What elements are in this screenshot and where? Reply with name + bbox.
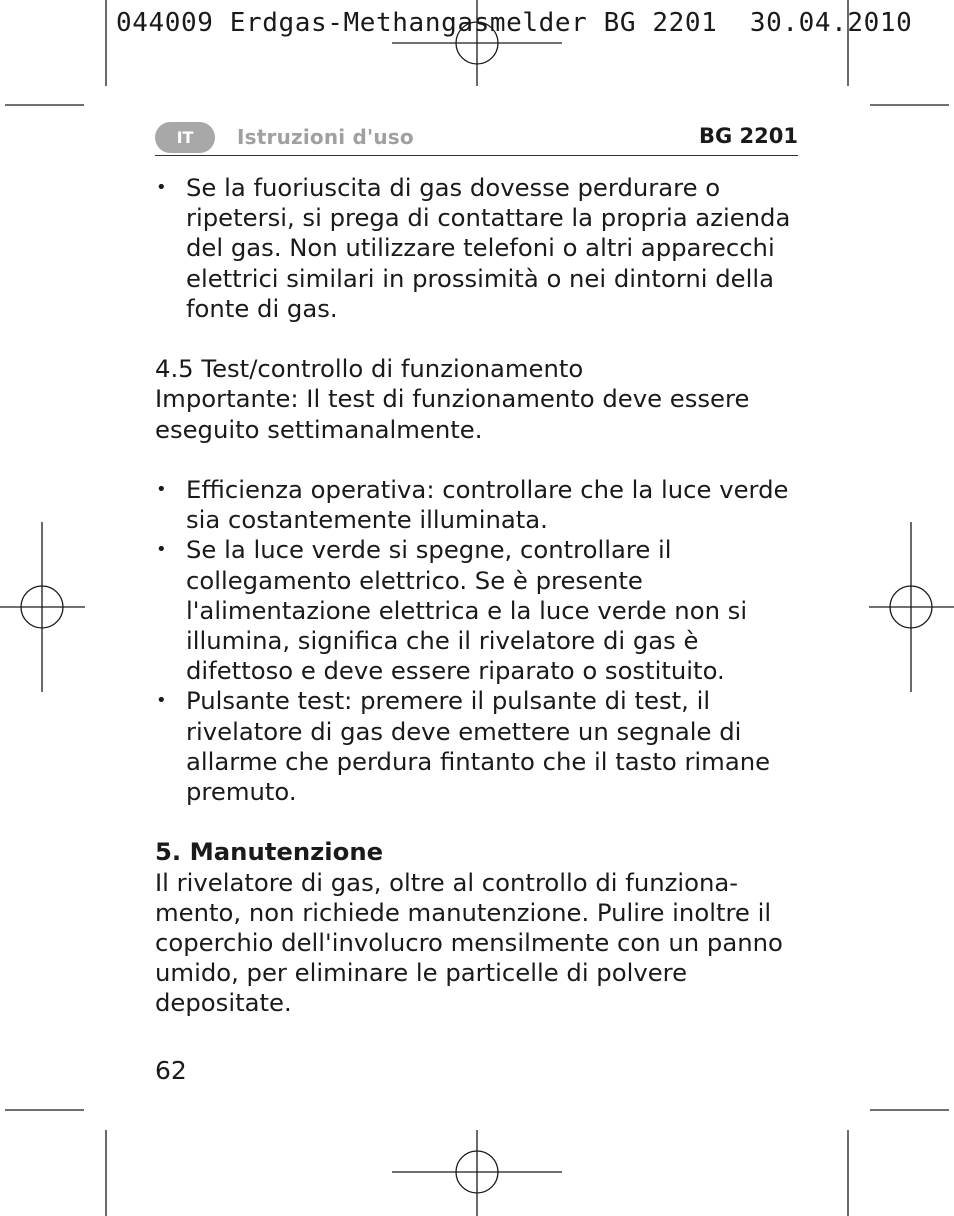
list-item: • Pulsante test: premere il pulsante di test, il rivelatore di gas deve emettere un segnale di allarme che perdura fintanto che il tasto rimane premuto. (155, 686, 805, 807)
section-4-5-bullet-list (155, 475, 805, 807)
page-content (155, 173, 805, 1019)
page-number: 62 (155, 1056, 187, 1085)
intro-bullet-list (155, 173, 805, 324)
section-5-body: Il rivelatore di gas, oltre al controllo di funziona-mento, non richiede manutenzione. Pulire inoltre il coperchio dell'involucro mensilmente con un panno umido, per eliminare le particelle di polvere depositate. (155, 867, 783, 1018)
list-item: • Efficienza operativa: controllare che la luce verde sia costantemente illuminata. (155, 475, 805, 535)
language-badge (155, 122, 215, 153)
section-4-5-note: Importante: Il test di funzionamento deve essere eseguito settimanalmente. (155, 384, 750, 444)
section-5-heading: 5. Manutenzione (155, 837, 384, 867)
language-badge-label: IT (176, 128, 194, 147)
section-4-5-heading: 4.5 Test/controllo di funzionamento (155, 354, 584, 384)
page-header (155, 121, 798, 156)
header-title: Istruzioni d'uso (237, 125, 414, 149)
header-model: BG 2201 (698, 124, 798, 148)
print-slug-line: 044009 Erdgas-Methangasmelder BG 2201 30.04.2010 (116, 8, 913, 38)
list-item: • Se la luce verde si spegne, controllare il collegamento elettrico. Se è presente l'alimentazione elettrica e la luce verde non si illumina, significa che il rivelatore di gas è difettoso e deve essere riparato o sostituito. (155, 535, 805, 686)
list-item: • Se la fuoriuscita di gas dovesse perdurare o ripetersi, si prega di contattare la propria azienda del gas. Non utilizzare telefoni o altri apparecchi elettrici similari in prossimità o nei dintorni della fonte di gas. (155, 173, 805, 324)
